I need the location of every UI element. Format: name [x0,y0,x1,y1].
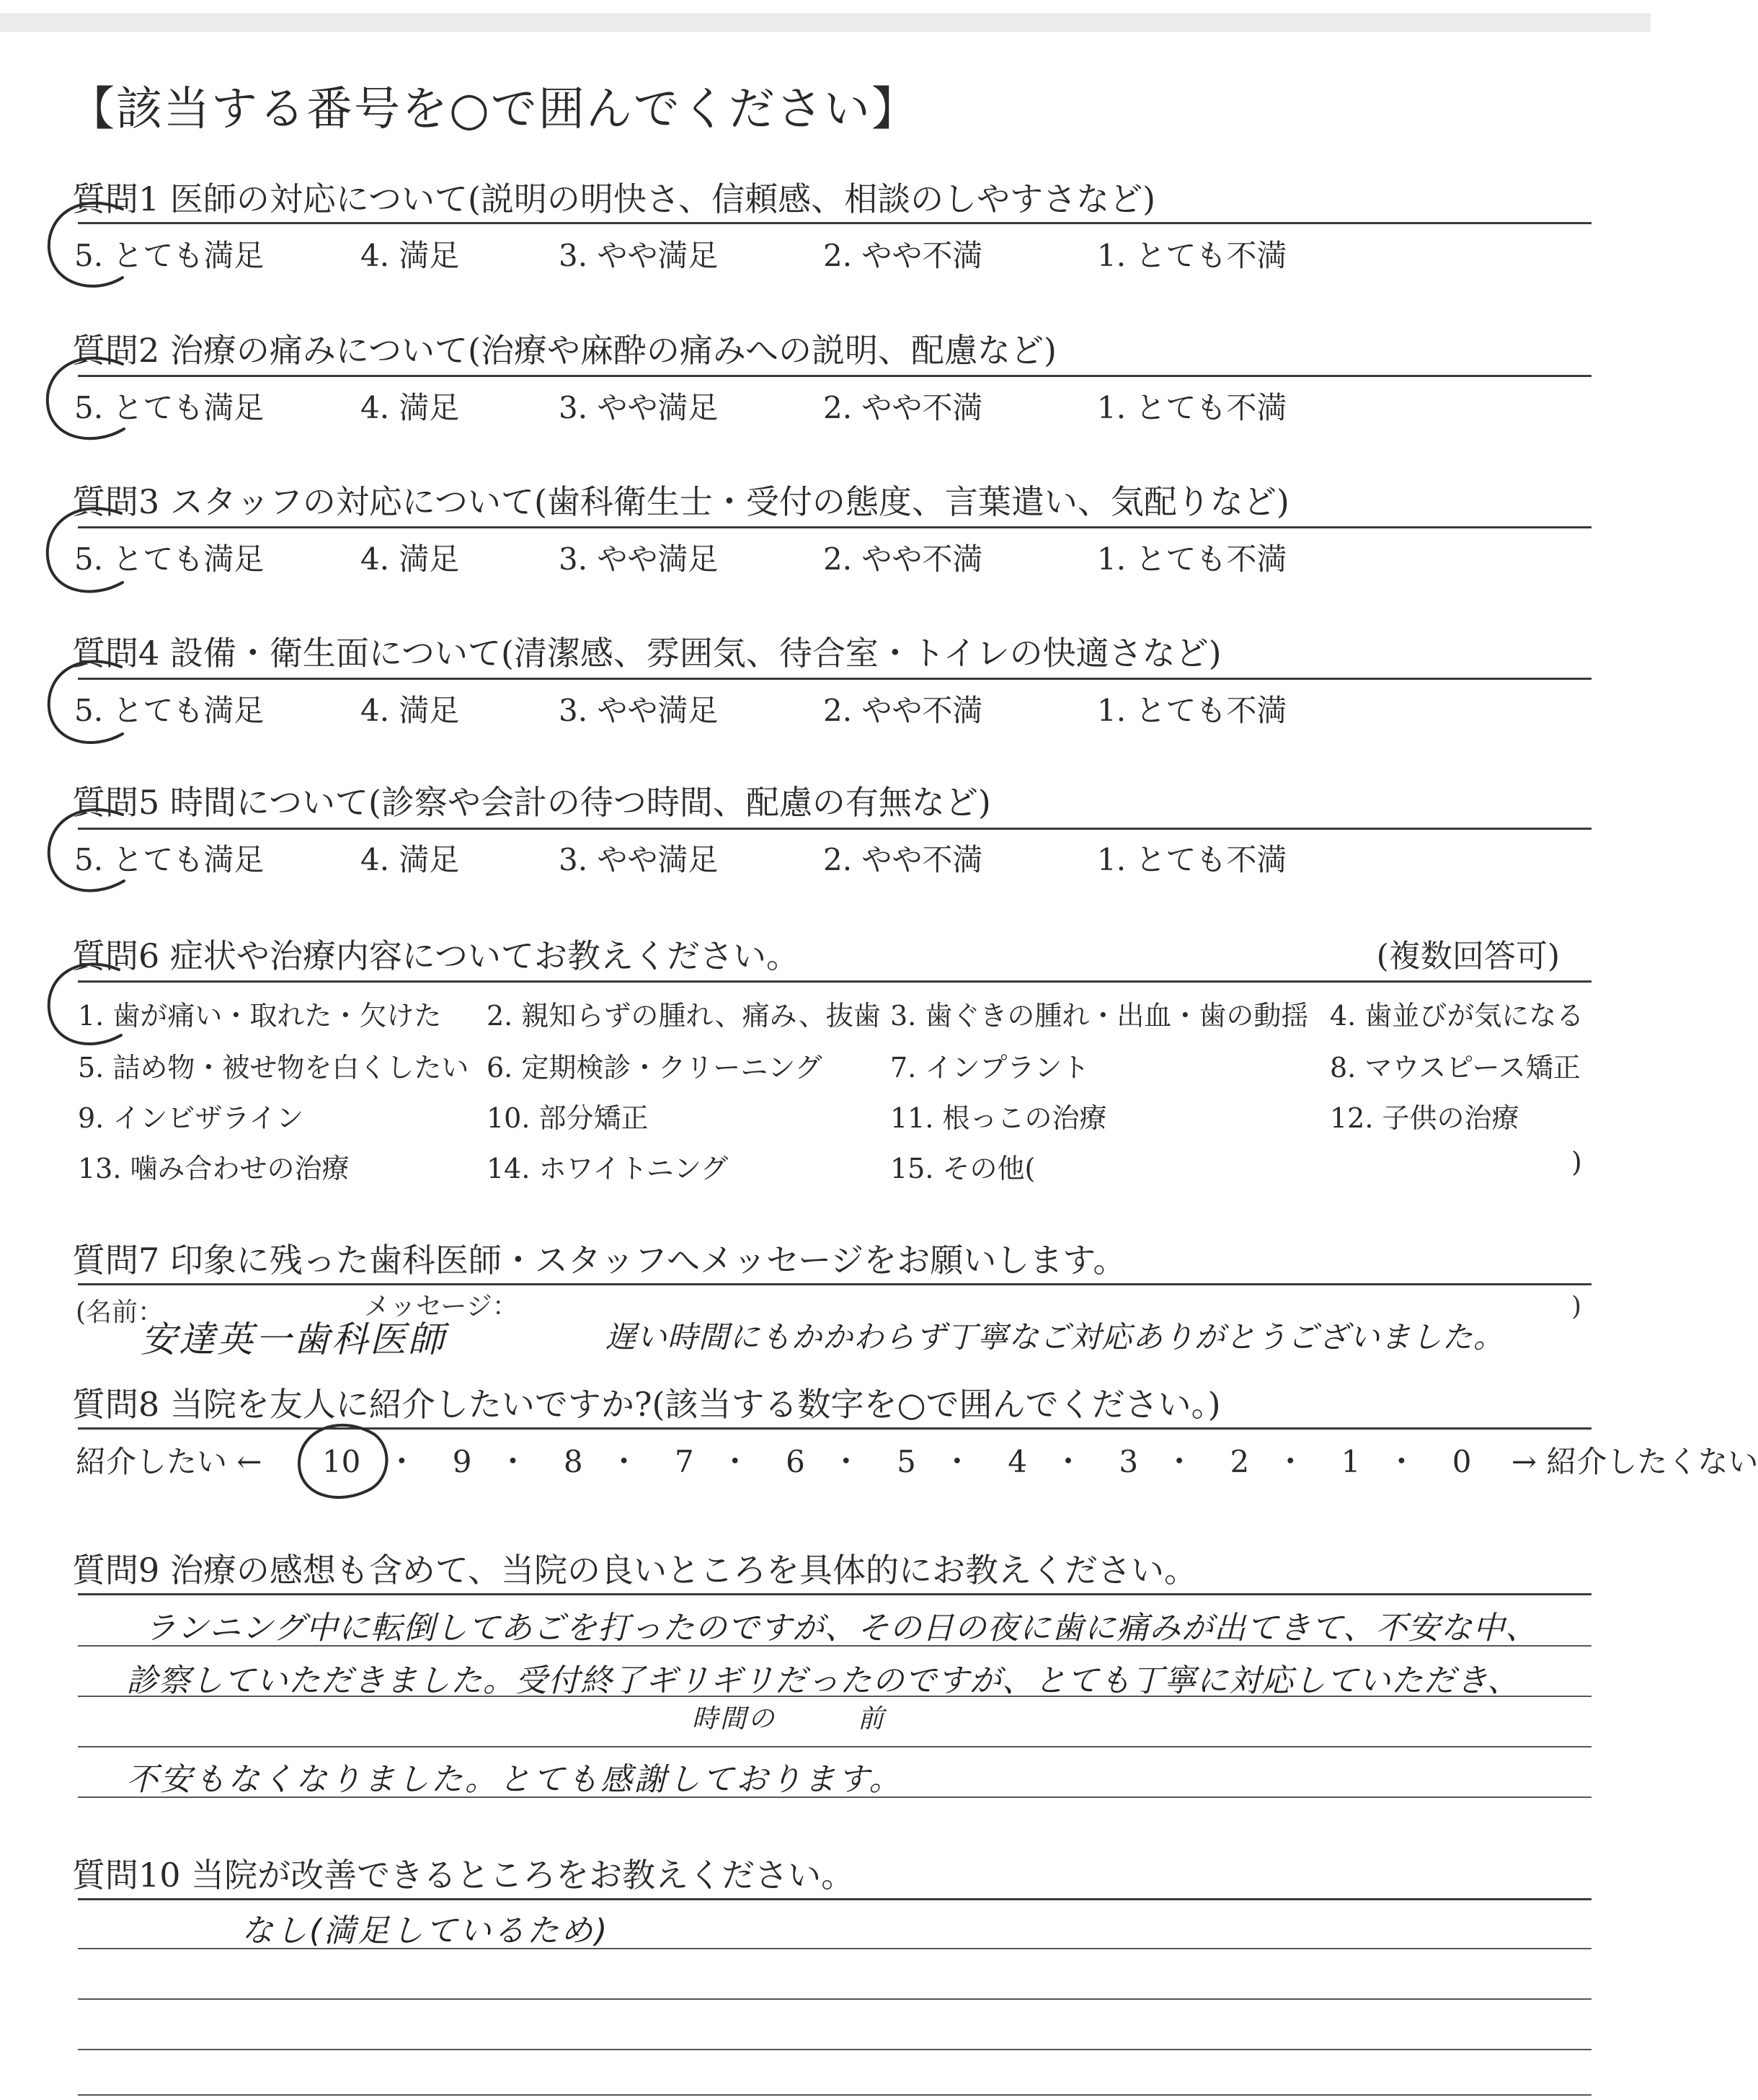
q6-option-1[interactable]: 1. 歯が痛い・取れた・欠けた [78,1000,442,1032]
q7-handwritten-name: 安達英一歯科医師 [141,1319,446,1360]
q3-option-4[interactable]: 4. 満足 [360,541,460,577]
q10-answer-line-3 [78,2049,1591,2050]
q1-option-2[interactable]: 2. やや不満 [823,238,983,273]
q8-scale-7[interactable]: 7 [674,1444,694,1479]
q4-option-1[interactable]: 1. とても不満 [1097,693,1287,728]
q6-option-13[interactable]: 13. 噛み合わせの治療 [78,1153,350,1184]
q8-scale-4[interactable]: 4 [1008,1444,1028,1479]
q6-option-5[interactable]: 5. 詰め物・被せ物を白くしたい [78,1052,469,1084]
q8-dot: ・ [1164,1444,1195,1479]
q9-insert-note: 時間の [692,1704,777,1734]
question-1-title: 質問1 医師の対応について(説明の明快さ、信頼感、相談のしやすさなど) [72,180,1156,218]
q3-option-1[interactable]: 1. とても不満 [1097,541,1287,577]
q8-dot: ・ [719,1444,750,1479]
question-9-rule [78,1593,1591,1595]
q9-handwritten-line-3: 不安もなくなりました。とても感謝しております。 [126,1761,903,1798]
q2-option-1[interactable]: 1. とても不満 [1097,390,1287,425]
q1-option-1[interactable]: 1. とても不満 [1097,238,1287,273]
question-5-title: 質問5 時間について(診察や会計の待つ時間、配慮の有無など) [72,783,991,822]
q2-option-4[interactable]: 4. 満足 [360,390,460,425]
q6-option-3[interactable]: 3. 歯ぐきの腫れ・出血・歯の動揺 [890,1000,1309,1032]
q9-answer-line-3 [78,1746,1591,1747]
question-9-title: 質問9 治療の感想も含めて、当院の良いところを具体的にお教えください。 [72,1551,1197,1590]
q6-option-8[interactable]: 8. マウスピース矯正 [1330,1052,1581,1084]
q8-left-label: 紹介したい ← [76,1444,262,1479]
scan-top-edge [0,13,1651,32]
q3-option-2[interactable]: 2. やや不満 [823,541,983,577]
q9-handwritten-line-2: 診察していただきました。受付終了ギリギリだったのですが、とても丁寧に対応していただき、 [126,1662,1520,1699]
q8-dot: ・ [1386,1444,1417,1479]
question-8-rule [78,1427,1591,1430]
q8-dot: ・ [941,1444,972,1479]
q6-option-12[interactable]: 12. 子供の治療 [1330,1102,1519,1134]
q9-handwritten-line-1: ランニング中に転倒してあごを打ったのですが、その日の夜に歯に痛みが出てきて、不安な中、 [144,1610,1538,1647]
q8-dot: ・ [1053,1444,1084,1479]
q5-option-5[interactable]: 5. とても満足 [74,842,265,877]
q6-other-close-paren: ) [1571,1146,1582,1178]
q6-option-2[interactable]: 2. 親知らずの腫れ、痛み、抜歯 [487,1000,881,1032]
question-5-rule [78,828,1591,830]
q10-handwritten-answer: なし(満足しているため) [241,1913,610,1949]
question-2-title: 質問2 治療の痛みについて(治療や麻酔の痛みへの説明、配慮など) [72,331,1057,370]
question-4-title: 質問4 設備・衛生面について(清潔感、雰囲気、待合室・トイレの快適さなど) [72,634,1222,673]
question-3-title: 質問3 スタッフの対応について(歯科衛生士・受付の態度、言葉遣い、気配りなど) [72,482,1289,521]
q8-dot: ・ [386,1444,417,1479]
q8-scale-8[interactable]: 8 [563,1444,583,1479]
q6-multiple-answer-note: (複数回答可) [1376,938,1560,975]
question-2-rule [78,375,1591,377]
q6-option-6[interactable]: 6. 定期検診・クリーニング [487,1052,822,1084]
q1-option-5[interactable]: 5. とても満足 [74,238,265,273]
question-7-title: 質問7 印象に残った歯科医師・スタッフへメッセージをお願いします。 [72,1241,1127,1280]
question-3-rule [78,526,1591,528]
question-8-title: 質問8 当院を友人に紹介したいですか?(該当する数字を○で囲んでください。) [72,1385,1221,1424]
q2-option-2[interactable]: 2. やや不満 [823,390,983,425]
q10-answer-line-4 [78,2094,1591,2096]
q8-dot: ・ [497,1444,528,1479]
q6-option-15[interactable]: 15. その他( [890,1153,1036,1184]
q2-option-5[interactable]: 5. とても満足 [74,390,265,425]
q8-scale-10[interactable]: 10 [321,1444,361,1479]
q7-name-label: (名前： [76,1298,164,1327]
q2-option-3[interactable]: 3. やや満足 [559,390,719,425]
question-1-rule [78,222,1591,224]
question-4-rule [78,678,1591,680]
q8-scale-9[interactable]: 9 [452,1444,472,1479]
question-10-rule [78,1898,1591,1900]
q8-dot: ・ [1275,1444,1306,1479]
q8-scale-0[interactable]: 0 [1452,1444,1472,1479]
question-6-rule [78,980,1591,983]
q6-option-9[interactable]: 9. インビザライン [78,1102,304,1134]
question-10-title: 質問10 当院が改善できるところをお教えください。 [72,1856,855,1895]
q5-option-3[interactable]: 3. やや満足 [559,842,719,877]
q8-scale-1[interactable]: 1 [1341,1444,1361,1479]
q8-scale-3[interactable]: 3 [1119,1444,1139,1479]
question-6-title: 質問6 症状や治療内容についてお教えください。 [72,936,799,975]
q4-option-4[interactable]: 4. 満足 [360,693,460,728]
q5-option-2[interactable]: 2. やや不満 [823,842,983,877]
q4-option-3[interactable]: 3. やや満足 [559,693,719,728]
q3-option-3[interactable]: 3. やや満足 [559,541,719,577]
q8-referral-scale [76,1438,1758,1481]
q6-option-14[interactable]: 14. ホワイトニング [487,1153,729,1184]
q7-close-paren: ) [1571,1292,1582,1321]
q9-insert-note-2: 前 [858,1704,887,1734]
q8-dot: ・ [608,1444,639,1479]
q7-handwritten-message: 遅い時間にもかかわらず丁寧なご対応ありがとうございました。 [605,1319,1505,1355]
q5-option-1[interactable]: 1. とても不満 [1097,842,1287,877]
q10-answer-line-2 [78,1998,1591,2000]
q8-scale-5[interactable]: 5 [897,1444,916,1479]
q3-option-5[interactable]: 5. とても満足 [74,541,265,577]
q8-scale-6[interactable]: 6 [786,1444,805,1479]
question-7-rule [78,1283,1591,1285]
q1-option-4[interactable]: 4. 満足 [360,238,460,273]
q4-option-5[interactable]: 5. とても満足 [74,693,265,728]
q1-option-3[interactable]: 3. やや満足 [559,238,719,273]
q6-option-7[interactable]: 7. インプラント [890,1052,1090,1084]
instruction-heading: 【該当する番号を○で囲んでください】 [68,83,919,136]
q8-dot: ・ [830,1444,861,1479]
q8-scale-2[interactable]: 2 [1230,1444,1250,1479]
q6-option-4[interactable]: 4. 歯並びが気になる [1330,1000,1584,1032]
q6-option-11[interactable]: 11. 根っこの治療 [890,1102,1107,1134]
q6-option-10[interactable]: 10. 部分矯正 [487,1102,649,1134]
q4-option-2[interactable]: 2. やや不満 [823,693,983,728]
q7-message-label: メッセージ： [364,1292,518,1321]
q8-right-label: → 紹介したくない [1511,1444,1758,1479]
q5-option-4[interactable]: 4. 満足 [360,842,460,877]
